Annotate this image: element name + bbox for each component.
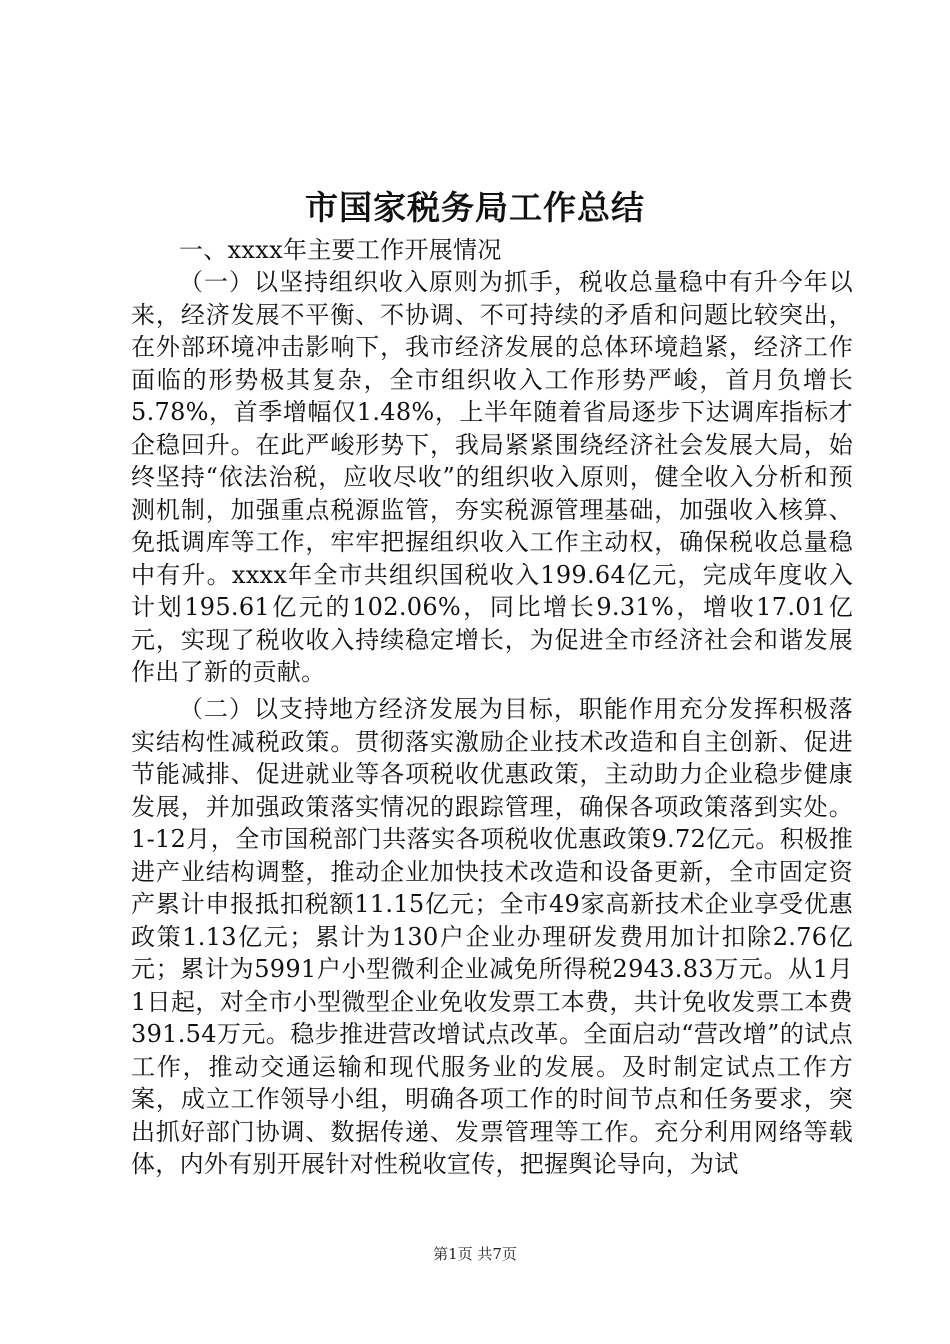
paragraph-2: （二）以支持地方经济发展为目标，职能作用充分发挥积极落实结构性减税政策。贯彻落实激励企业技术改造和自主创新、促进节能减排、促进就业等各项税收优惠政策，主动助力企业稳步健康发展，并加强政策落实情况的跟踪管理，确保各项政策落到实处。1-12月，全市国税部门共落实各项税收优惠政策9.72亿元。积极推进产业结构调整，推动企业加快技术改造和设备更新，全市固定资产累计申报抵扣税额11.15亿元；全市49家高新技术企业享受优惠政策1.13亿元；累计为130户企业办理研发费用加计扣除2.76亿元；累计为5991户小型微利企业减免所得税2943.83万元。从1月1日起，对全市小型微型企业免收发票工本费，共计免收发票工本费391.54万元。稳步推进营改增试点改革。全面启动“营改增”的试点工作，推动交通运输和现代服务业的发展。及时制定试点工作方案，成立工作领导小组，明确各项工作的时间节点和任务要求，突出抓好部门协调、数据传递、发票管理等工作。充分利用网络等载体，内外有别开展针对性税收宣传，把握舆论导向，为试 xyxy=(131,695,853,1178)
section-heading: 一、xxxx年主要工作开展情况 xyxy=(179,236,502,264)
paragraph-1: （一）以坚持组织收入原则为抓手，税收总量稳中有升今年以来，经济发展不平衡、不协调、不可持续的矛盾和问题比较突出，在外部环境冲击影响下，我市经济发展的总体环境趋紧，经济工作面临的形势极其复杂，全市组织收入工作形势严峻，首月负增长5.78%，首季增幅仅1.48%，上半年随着省局逐步下达调库指标才企稳回升。在此严峻形势下，我局紧紧围绕经济社会发展大局，始终坚持“依法治税，应收尽收”的组织收入原则，健全收入分析和预测机制，加强重点税源监管，夯实税源管理基础，加强收入核算、免抵调库等工作，牢牢把握组织收入工作主动权，确保税收总量稳中有升。xxxx年全市共组织国税收入199.64亿元，完成年度收入计划195.61亿元的102.06%，同比增长9.31%，增收17.01亿元，实现了税收收入持续稳定增长，为促进全市经济社会和谐发展作出了新的贡献。 xyxy=(131,268,853,686)
page-footer: 第1页 共7页 xyxy=(433,1245,517,1263)
document-title: 市国家税务局工作总结 xyxy=(305,188,645,227)
